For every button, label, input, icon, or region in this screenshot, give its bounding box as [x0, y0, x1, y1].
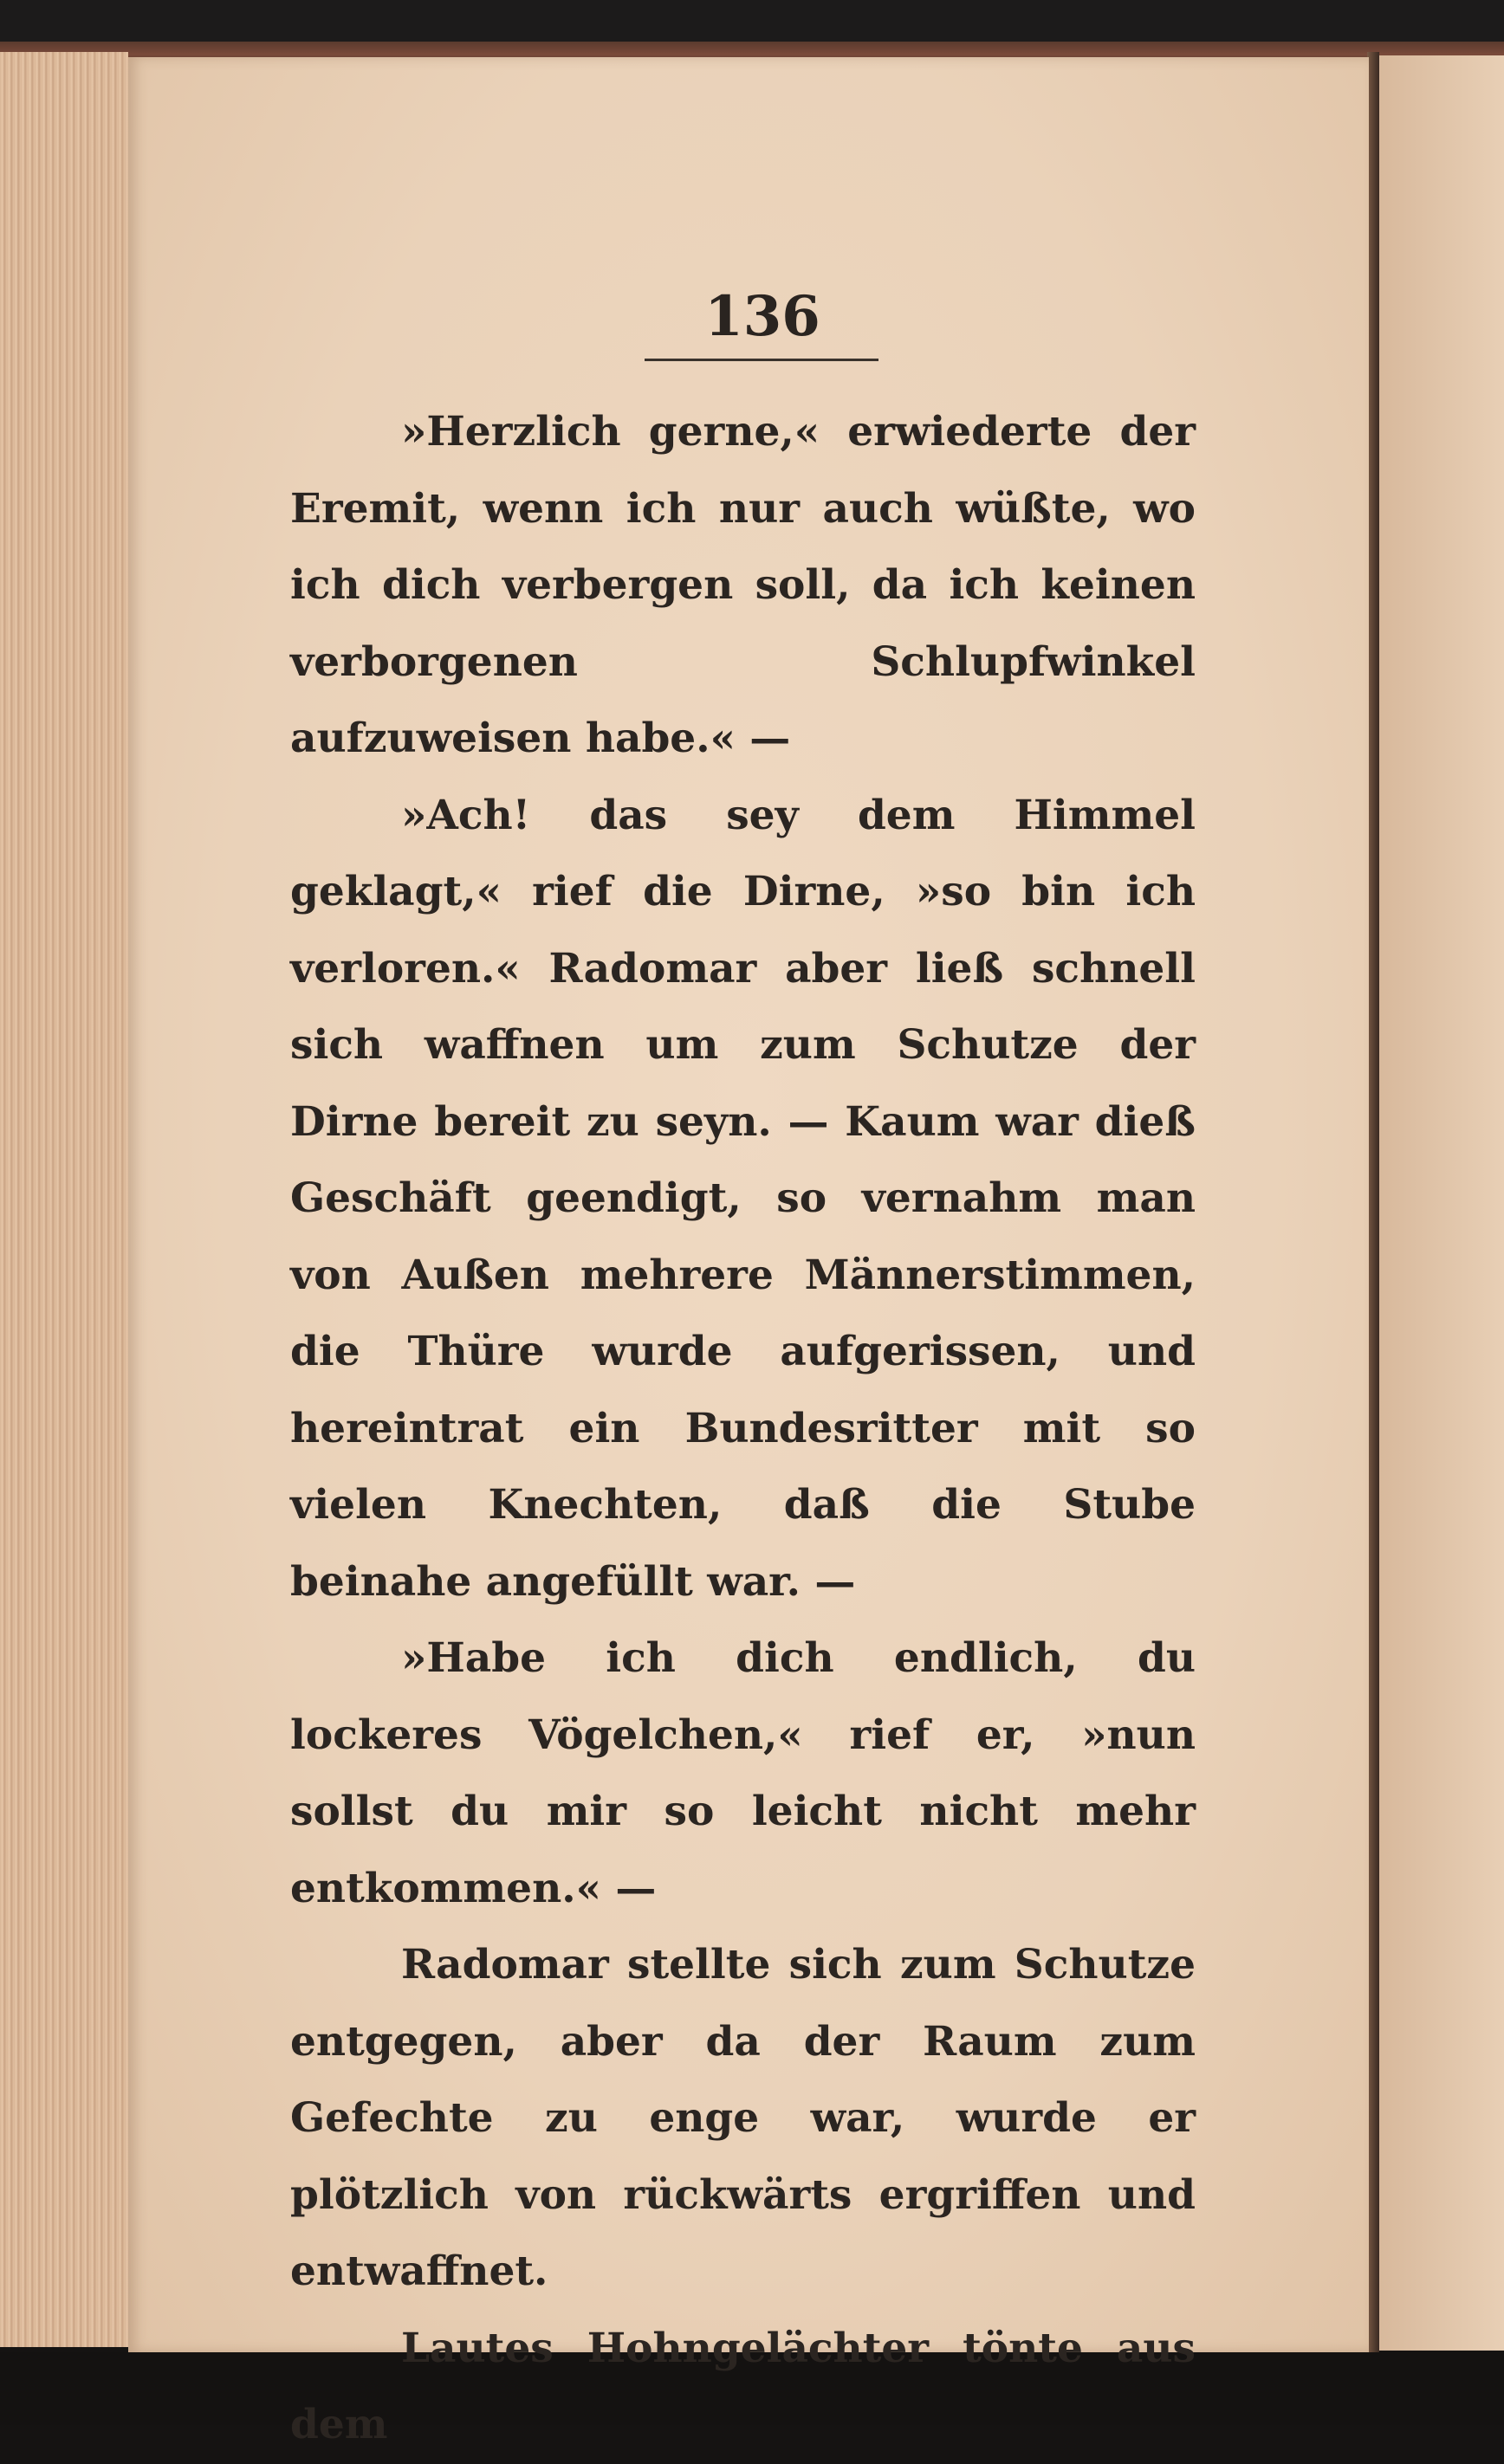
facing-page-edge — [1379, 55, 1504, 2351]
book-gutter — [1367, 52, 1379, 2356]
page-number: 136 — [704, 284, 820, 349]
paragraph: »Ach! das sey dem Himmel geklagt,« rief die Dirne, »so bin ich verloren.« Radomar aber ließ schnell sich waffnen um zum Schutze der Dirne bereit zu seyn. — Kaum war dieß Geschäft geendigt, so vernahm man von Außen mehrere Männerstimmen, die Thüre wurde aufgerissen, und hereintrat ein Bundesritter mit so vielen Knechten, daß die Stube beinahe angefüllt war. — — [290, 791, 1196, 1606]
paragraph: Radomar stellte sich zum Schutze entgegen, aber da der Raum zum Gefechte zu enge war, wurde er plötzlich von rückwärts ergriffen und entwaffnet. — [290, 1941, 1196, 2295]
paragraph: Lautes Hohngelächter tönte aus dem — [290, 2324, 1196, 2448]
paragraph: »Habe ich dich endlich, du lockeres Vögelchen,« rief er, »nun sollst du mir so leicht nicht mehr entkommen.« — — [290, 1634, 1196, 1912]
page-stack-edges — [0, 52, 128, 2347]
paragraph: »Herzlich gerne,« erwiederte der Eremit, wenn ich nur auch wüßte, wo ich dich verbergen soll, da ich keinen verborgenen Schlupfwinkel aufzuweisen habe.« — — [290, 408, 1196, 762]
body-text — [290, 394, 1196, 2464]
page-number-rule — [645, 359, 878, 361]
